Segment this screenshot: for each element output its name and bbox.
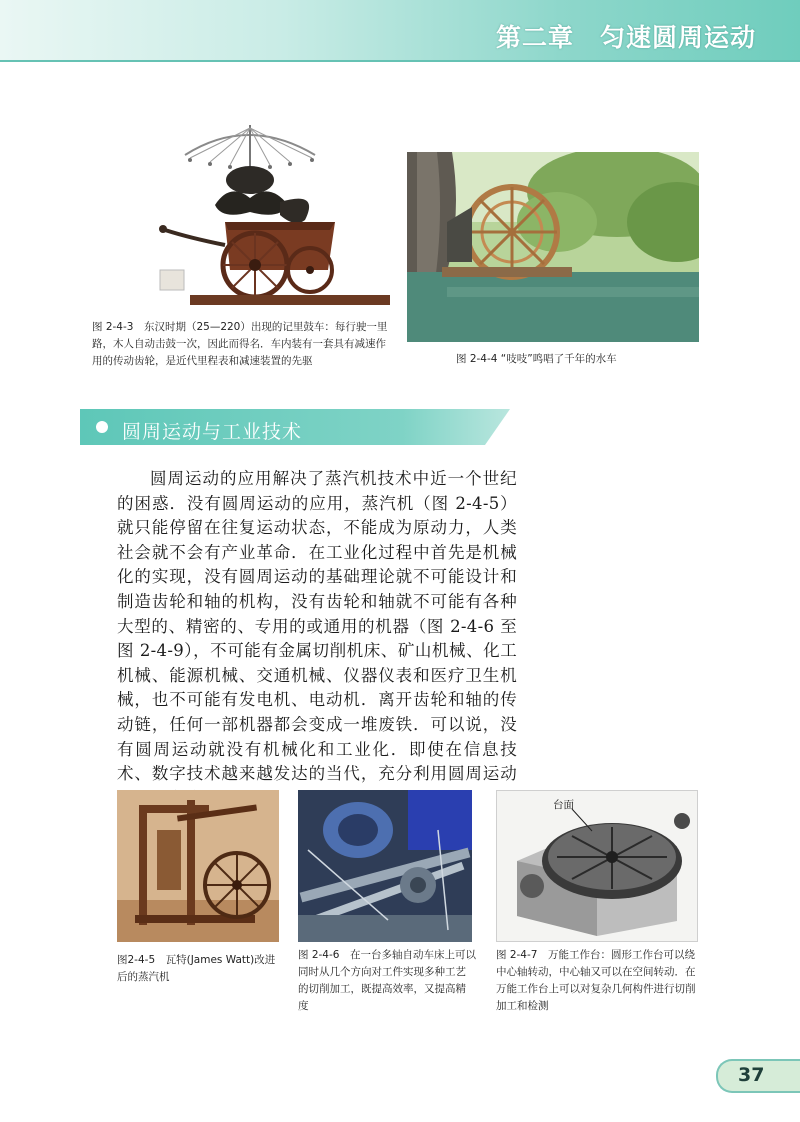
chapter-title — [496, 18, 756, 54]
drum-cart-illustration — [130, 110, 390, 310]
worktable-illustration — [497, 791, 697, 941]
chapter-name: 匀速圆周运动 — [599, 23, 756, 52]
body-paragraph: 圆周运动的应用解决了蒸汽机技术中近一个世纪的困惑．没有圆周运动的应用，蒸汽机（图 2-4-5）就只能停留在往复运动状态，不能成为原动力，人类社会就不会有产业革命．在工业化过程中首先是机械化的实现，没有圆周运动的基础理论就不可能设计和制造齿轮和轴的机构，没有齿轮和轴就不可能有各种大型的、精密的、专用的或通用的机器（图 2-4-6 至图 2-4-9），不可能有金属切削机床、矿山机械、化工机械、能源机械、交通机械、仪器仪表和医疗卫生机械，也不可能有发电机、电动机．离开齿轮和轴的传动链，任何一部机器都会变成一堆废铁．可以说，没有圆周运动就没有机械化和工业化．即使在信息技术、数字技术越来越发达的当代，充分利用圆周运动 — [117, 469, 517, 784]
water-wheel-photo — [407, 152, 699, 342]
section-title-bar — [80, 409, 510, 445]
steam-engine-illustration — [117, 790, 279, 942]
water-wheel-illustration — [407, 152, 699, 342]
figure-2-4-6-caption: 图 2-4-6 在一台多轴自动车床上可以同时从几个方向对工件实现多种工艺的切削加工，既提高效率，又提高精度 — [298, 949, 476, 1012]
chapter-number: 第二章 — [495, 23, 574, 52]
figure-2-4-3-caption: 图 2-4-3 东汉时期（25—220）出现的记里鼓车：每行驶一里路，木人自动击鼓一次，因此而得名．车内装有一套具有减速作用的传动齿轮，是近代里程表和减速装置的先驱 — [92, 321, 388, 367]
worktable-surface-label: 台面 — [553, 799, 574, 811]
steam-engine-photo — [117, 790, 279, 942]
section-title: 圆周运动与工业技术 — [122, 421, 303, 443]
page-number: 37 — [738, 1064, 765, 1086]
figure-2-4-5-caption: 图2-4-5 瓦特(James Watt)改进后的蒸汽机 — [117, 954, 276, 983]
figure-2-4-4-caption: 图 2-4-4 “吱吱”鸣唱了千年的水车 — [456, 353, 617, 365]
lathe-photo — [298, 790, 472, 942]
figure-2-4-7-caption: 图 2-4-7 万能工作台：圆形工作台可以绕中心轴转动，中心轴又可以在空间转动．在万能工作台上可以对复杂几何构件进行切削加工和检测 — [496, 949, 696, 1012]
header-divider — [0, 60, 800, 62]
page-number-tab — [716, 1059, 800, 1093]
worktable-photo — [496, 790, 698, 942]
lathe-illustration — [298, 790, 472, 942]
section-bullet-icon — [96, 421, 108, 433]
drum-cart-photo — [130, 110, 390, 310]
